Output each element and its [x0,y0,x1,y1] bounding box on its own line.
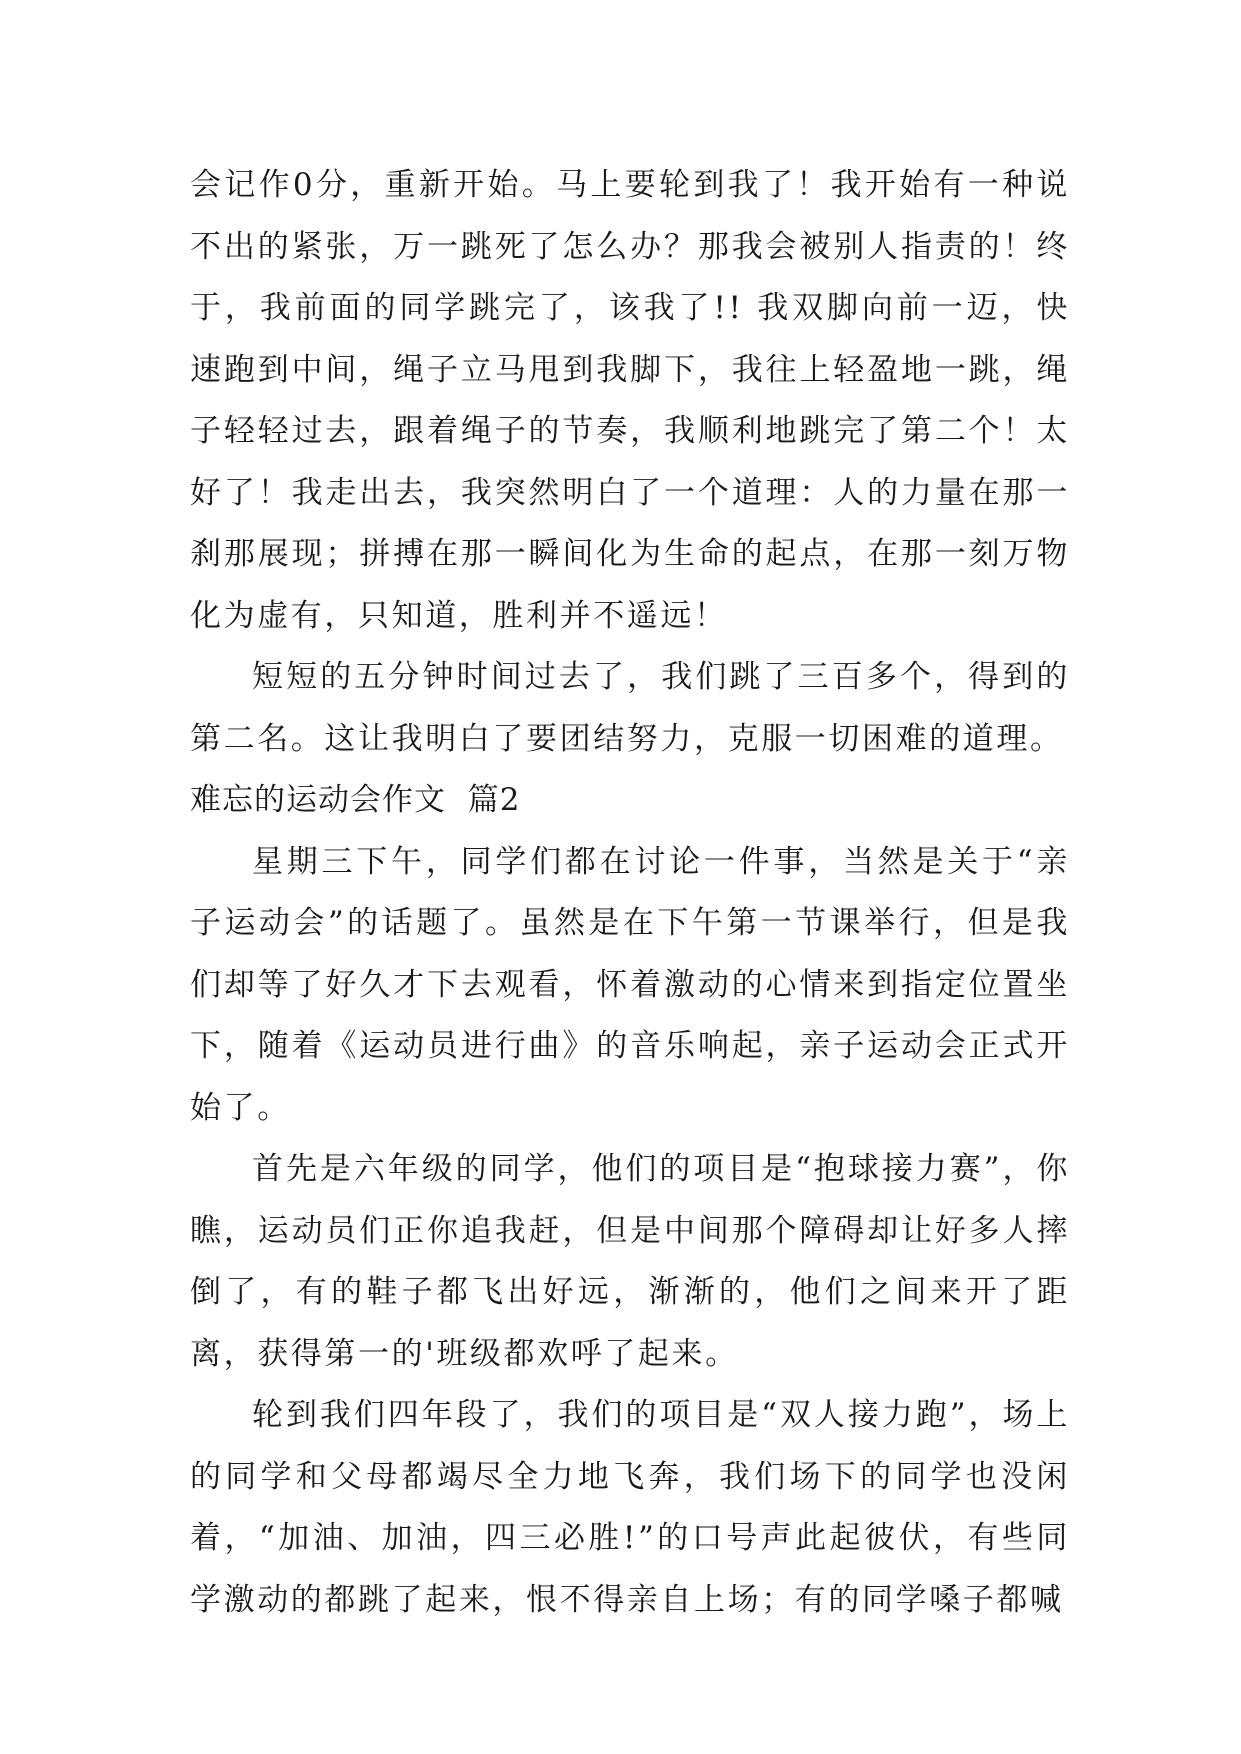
section-heading: 难忘的运动会作文 篇2 [190,782,521,818]
paragraph-sixth-grade: 首先是六年级的同学，他们的项目是“抱球接力赛”，你瞧，运动员们正你追我赶，但是中间那个障碍却让好多人摔倒了，有的鞋子都飞出好远，渐渐的，他们之间来开了距离，获得第一的'班级都欢呼了起来。 [190,1151,1070,1372]
paragraph-intro: 星期三下午，同学们都在讨论一件事，当然是关于“亲子运动会”的话题了。虽然是在下午第一节课举行，但是我们却等了好久才下去观看，怀着激动的心情来到指定位置坐下，随着《运动员进行曲》的音乐响起，亲子运动会正式开始了。 [190,843,1070,1126]
paragraph-result: 短短的五分钟时间过去了，我们跳了三百多个，得到的第二名。这让我明白了要团结努力，克服一切困难的道理。 [190,659,1070,757]
paragraph-fourth-grade: 轮到我们四年段了，我们的项目是“双人接力跑”，场上的同学和父母都竭尽全力地飞奔，我们场下的同学也没闲着，“加油、加油，四三必胜!”的口号声此起彼伏，有些同学激动的都跳了起来，恨不得亲自上场；有的同学嗓子都喊 [190,1397,1070,1618]
paragraph-continued: 会记作0分，重新开始。马上要轮到我了！我开始有一种说不出的紧张，万一跳死了怎么办？那我会被别人指责的！终于，我前面的同学跳完了，该我了!! 我双脚向前一迈，快速跑到中间，绳子立马甩到我脚下，我往上轻盈地一跳，绳子轻轻过去，跟着绳子的节奏，我顺利地跳完了第二个！太好了！我走出去，我突然明白了一个道理：人的力量在那一刹那展现；拼搏在那一瞬间化为生命的起点，在那一刻万物化为虚有，只知道，胜利并不遥远！ [190,167,1070,634]
document-body [190,155,1070,1631]
